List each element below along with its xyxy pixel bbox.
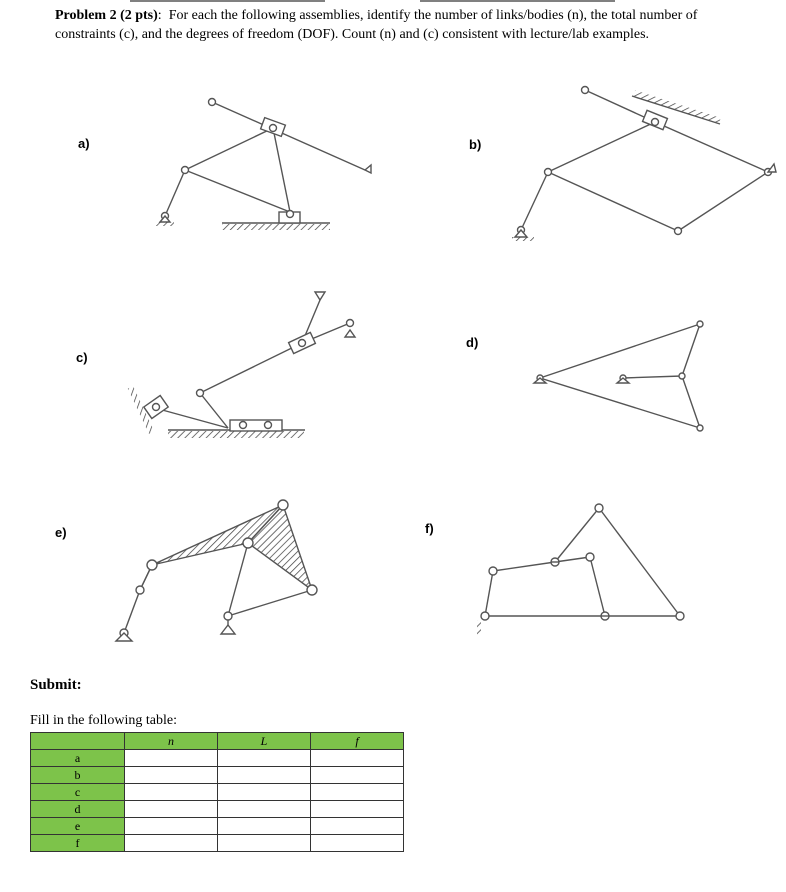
- problem-title: Problem 2 (2 pts): [55, 8, 158, 23]
- figure-label-f: f): [425, 521, 434, 536]
- answer-cell[interactable]: [218, 818, 311, 835]
- fill-table-instruction: Fill in the following table:: [30, 713, 177, 728]
- row-label-d: d: [31, 801, 125, 818]
- answer-cell[interactable]: [311, 818, 404, 835]
- answer-cell[interactable]: [125, 818, 218, 835]
- row-label-a: a: [31, 750, 125, 767]
- header-cell-blank: [31, 733, 125, 750]
- table-header-row: [31, 733, 404, 750]
- answer-cell[interactable]: [218, 750, 311, 767]
- problem-statement: Problem 2 (2 pts): For each the following assemblies, identify the number of links/bodies (n), the total number of constraints (c), and the degrees of freedom (DOF). Count (n) and (c) consistent with lecture/lab examples.: [55, 8, 698, 42]
- figure-d: [534, 321, 703, 431]
- answer-cell[interactable]: [218, 801, 311, 818]
- table-row: [31, 784, 404, 801]
- row-label-e: e: [31, 818, 125, 835]
- figure-label-c: c): [76, 350, 88, 365]
- header-cell-f: f: [311, 733, 404, 750]
- table-row: [31, 818, 404, 835]
- table-row: [31, 767, 404, 784]
- figure-label-e: e): [55, 525, 67, 540]
- answer-cell[interactable]: [311, 750, 404, 767]
- answer-cell[interactable]: [311, 784, 404, 801]
- answer-cell[interactable]: [218, 835, 311, 852]
- row-label-c: c: [31, 784, 125, 801]
- answer-cell[interactable]: [218, 784, 311, 801]
- figure-e: [116, 500, 317, 641]
- header-cell-n: n: [125, 733, 218, 750]
- answer-cell[interactable]: [125, 801, 218, 818]
- submit-heading: Submit:: [30, 677, 82, 693]
- figure-label-d: d): [466, 335, 479, 350]
- answer-table: [30, 732, 404, 852]
- row-label-f: f: [31, 835, 125, 852]
- figure-f: [477, 504, 684, 636]
- row-label-b: b: [31, 767, 125, 784]
- table-row: [31, 750, 404, 767]
- header-cell-L: L: [218, 733, 311, 750]
- figure-a: [156, 99, 371, 231]
- figure-label-a: a): [78, 136, 90, 151]
- figure-c: [128, 292, 355, 438]
- answer-cell[interactable]: [311, 835, 404, 852]
- answer-cell[interactable]: [125, 767, 218, 784]
- figure-b: [512, 87, 776, 242]
- table-row: [31, 835, 404, 852]
- answer-cell[interactable]: [125, 750, 218, 767]
- answer-cell[interactable]: [311, 801, 404, 818]
- answer-cell[interactable]: [125, 835, 218, 852]
- table-row: [31, 801, 404, 818]
- problem-text: For each the following assemblies, identify the number of links/bodies (n), the total number of constraints (c), and the degrees of freedom (DOF). Count (n) and (c) consistent with lecture/lab examples.: [55, 8, 698, 42]
- answer-cell[interactable]: [218, 767, 311, 784]
- figure-label-b: b): [469, 137, 482, 152]
- answer-cell[interactable]: [125, 784, 218, 801]
- answer-cell[interactable]: [311, 767, 404, 784]
